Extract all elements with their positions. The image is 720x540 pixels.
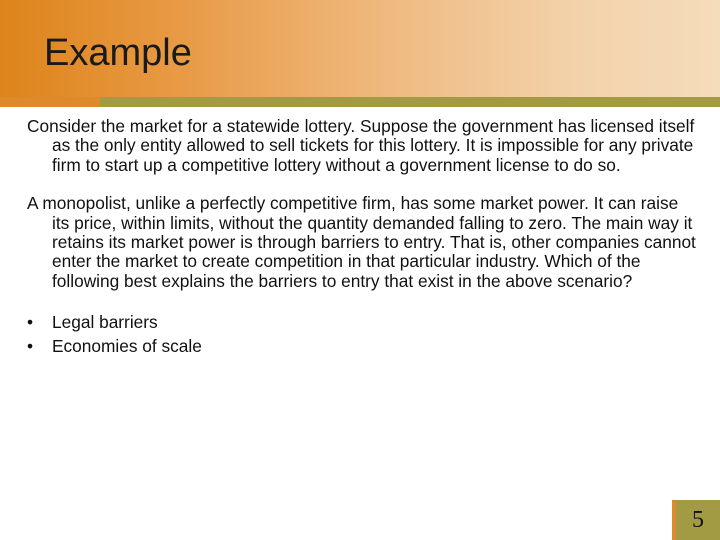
option-economies-of-scale xyxy=(27,334,697,358)
title-rule xyxy=(100,97,720,107)
slide-body xyxy=(27,117,697,358)
bullet-icon: • xyxy=(27,312,34,333)
answer-options xyxy=(27,310,697,358)
title-rule-accent xyxy=(0,97,100,107)
option-label: Economies of scale xyxy=(52,336,202,357)
paragraph-scenario: Consider the market for a statewide lottery. Suppose the government has licensed itself as the only entity allowed to sell tickets for this lottery. It is impossible for any private firm to start up a competitive lottery without a government license to do so. xyxy=(27,116,695,175)
option-legal-barriers xyxy=(27,310,697,334)
paragraph-question: A monopolist, unlike a perfectly competitive firm, has some market power. It can raise its price, within limits, without the quantity demanded falling to zero. The main way it retains its market power is through barriers to entry. That is, other companies cannot enter the market to create competition in that particular industry. Which of the following best explains the barriers to entry that exist in the above scenario? xyxy=(27,193,696,291)
bullet-icon: • xyxy=(27,336,34,357)
option-label: Legal barriers xyxy=(52,312,158,333)
page-number: 5 xyxy=(692,507,704,533)
slide-title: Example xyxy=(44,32,192,74)
